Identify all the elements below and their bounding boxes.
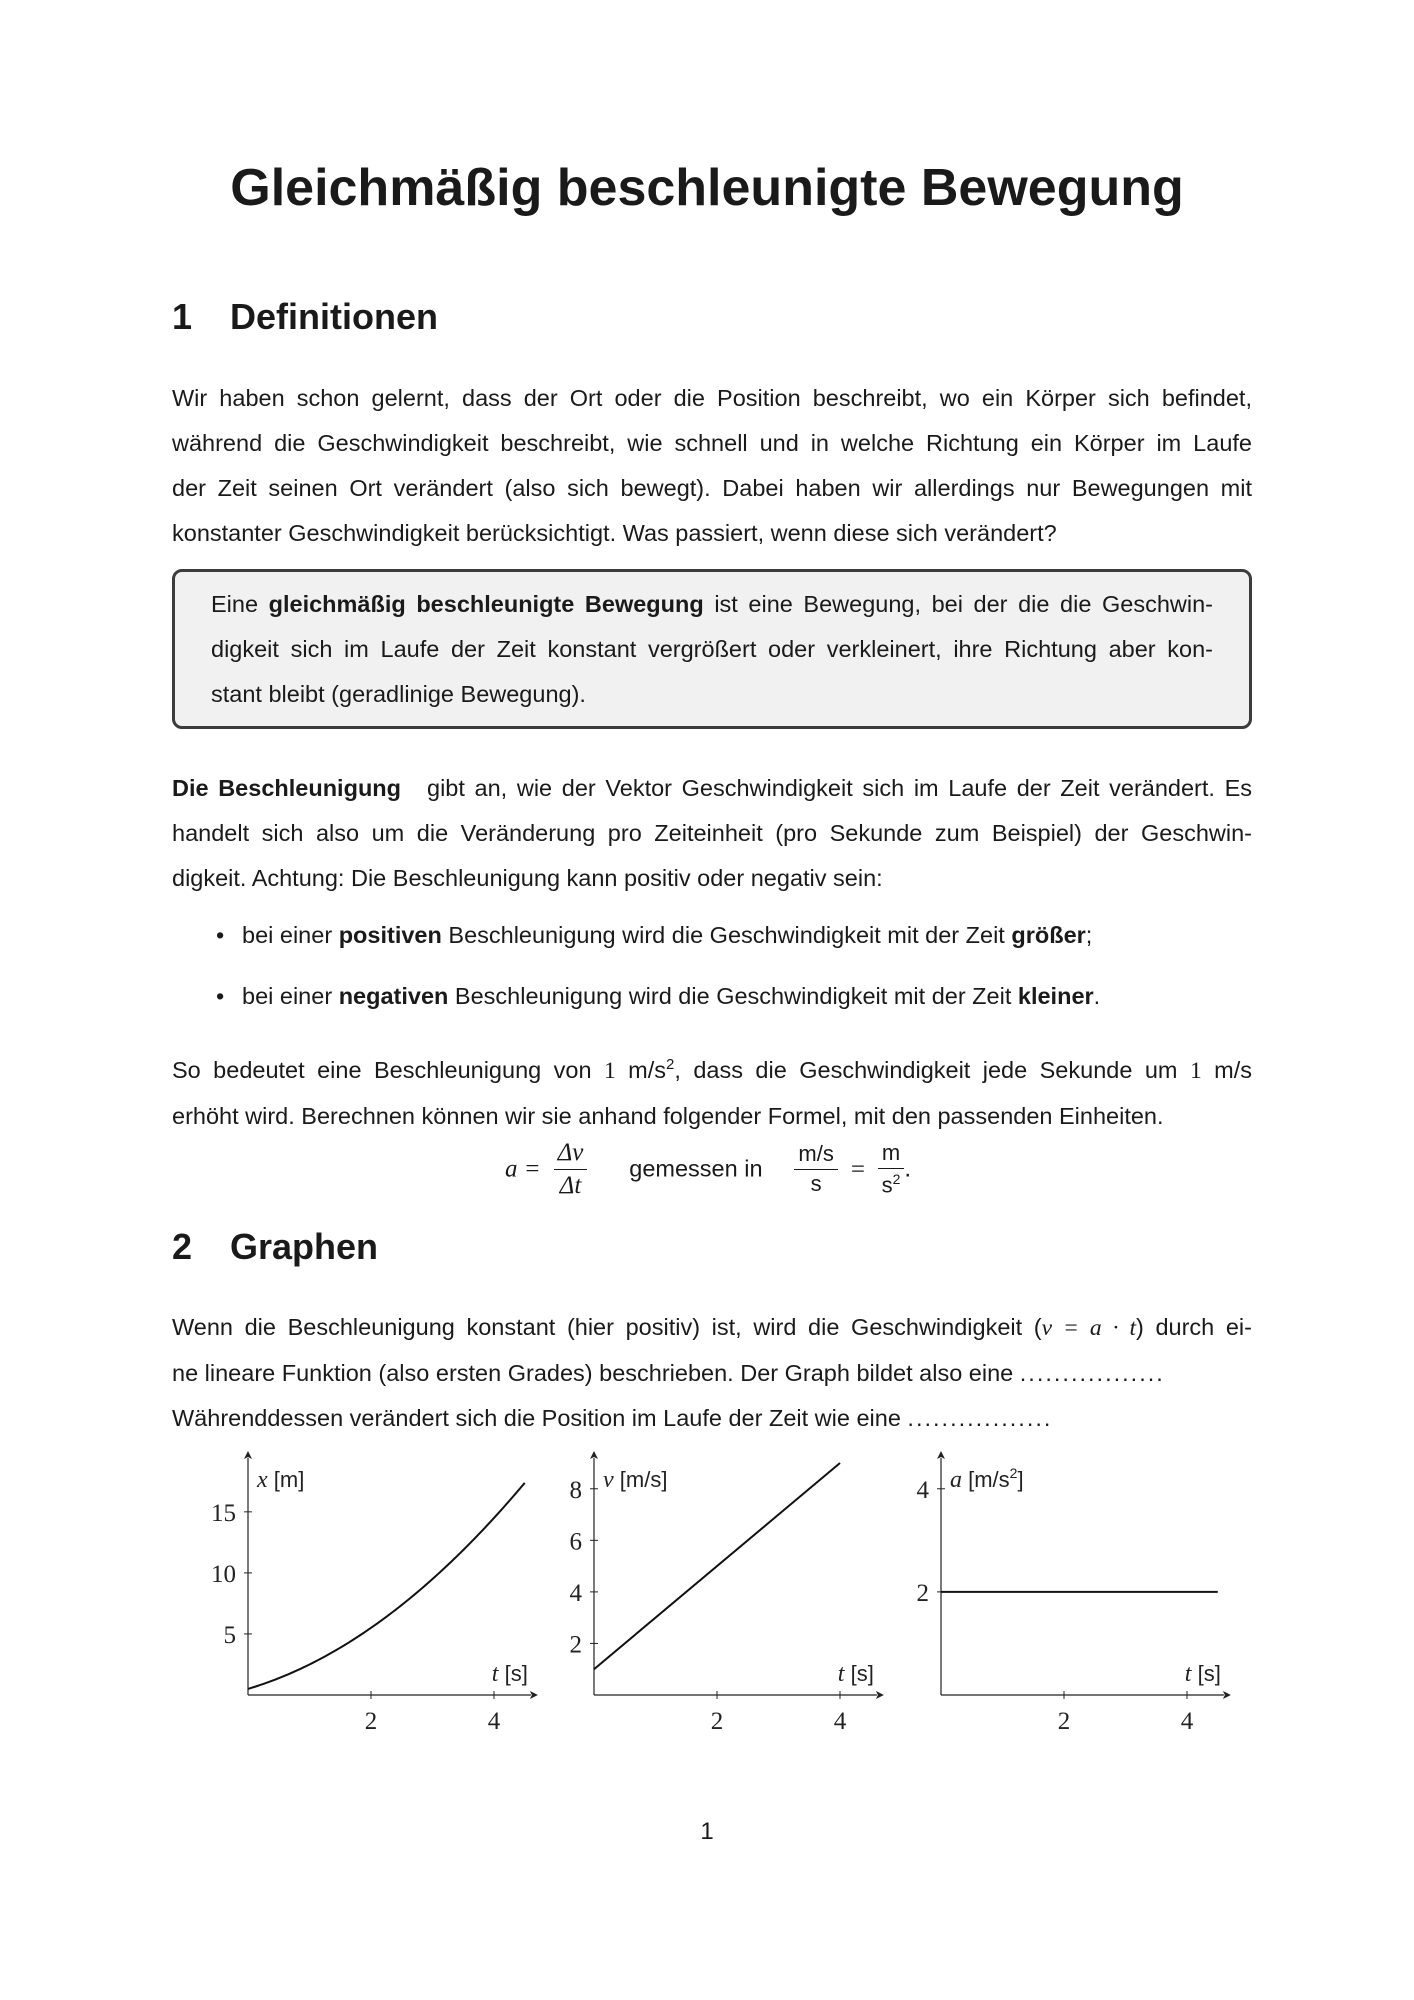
section-number: 2 [172, 1226, 193, 1267]
x-tick-label: 2 [1057, 1708, 1071, 1735]
definition-term: gleichmäßig beschleunigte Bewegung [268, 591, 704, 617]
y-tick-label: 6 [569, 1528, 582, 1556]
definition-line: digkeit sich im Laufe der Zeit konstant vergrößert oder verkleinert, ihre Richtung aber kon- [211, 636, 1213, 662]
chart-panel [917, 1451, 1231, 1735]
intro-line: konstanter Geschwindigkeit berücksichtigt. Was passiert, wenn diese sich verändert? [172, 520, 1057, 546]
y-axis-arrow [590, 1451, 598, 1459]
graphs-figure [0, 1440, 1414, 1760]
y-tick-label: 4 [569, 1579, 582, 1607]
fill-in-blank: ................. [907, 1405, 1053, 1431]
y-tick-label: 10 [211, 1560, 236, 1588]
x-tick-label: 2 [364, 1708, 378, 1735]
bullet-icon: • [216, 922, 225, 948]
example-line: So bedeutet eine Beschleunigung von 1 $m/s^2$, dass die Geschwindigkeit jede Sekunde um 1 m/s [172, 1056, 1252, 1084]
example-line: erhöht wird. Berechnen können wir sie anhand folgender Formel, mit den passenden Einheiten. [172, 1102, 1164, 1129]
x-tick-label: 4 [487, 1708, 501, 1735]
intro-line: Wir haben schon gelernt, dass der Ort oder die Position beschreibt, wo ein Körper sich befindet, [172, 385, 1252, 411]
page-number: 1 [700, 1818, 714, 1845]
x-axis-label: t [s] [837, 1661, 874, 1687]
definition-line: stant bleibt (geradlinige Bewegung). [211, 681, 586, 707]
acceleration-line: handelt sich also um die Veränderung pro Zeiteinheit (pro Sekunde zum Beispiel) der Geschwin- [172, 820, 1252, 846]
x-tick-label: 2 [710, 1708, 724, 1735]
y-axis-label: v [m/s] [603, 1467, 668, 1493]
acceleration-formula: a = $\frac{\Delta v}{\Delta t}$ gemessen in $\frac{m/s}{s}$ = $\frac{m}{s^2}$ . [505, 1139, 912, 1199]
x-axis-arrow [876, 1691, 884, 1699]
section-2-heading [172, 1226, 378, 1268]
definition-box [172, 569, 1252, 729]
graphs-line: Wenn die Beschleunigung konstant (hier positiv) ist, wird die Geschwindigkeit (v = a · t) durch ei- [172, 1314, 1252, 1341]
y-axis-label: a $[m/s^2]$ [950, 1465, 1024, 1493]
acceleration-label: Die Beschleunigung [172, 775, 402, 801]
page-title: Gleichmäßig beschleunigte Bewegung [230, 159, 1184, 217]
y-tick-label: 8 [569, 1476, 582, 1504]
y-axis-label: x [m] [257, 1467, 305, 1493]
section-title: Graphen [230, 1226, 379, 1267]
y-tick-label: 5 [223, 1621, 236, 1649]
y-axis-arrow [937, 1451, 945, 1459]
x-axis-label: t [s] [1184, 1661, 1221, 1687]
acceleration-paragraph [172, 766, 1252, 901]
acceleration-line: Die Beschleunigung gibt an, wie der Vektor Geschwindigkeit sich im Laufe der Zeit verändert. Es [172, 775, 1253, 801]
graphs-line: Währenddessen verändert sich die Position im Laufe der Zeit wie eine ................. [172, 1405, 1053, 1431]
section-title: Definitionen [230, 296, 438, 337]
x-tick-label: 4 [833, 1708, 847, 1735]
intro-line: während die Geschwindigkeit beschreibt, wie schnell und in welche Richtung ein Körper im Laufe [172, 430, 1252, 456]
bullet-icon: • [216, 983, 225, 1009]
x-axis-label: t [s] [491, 1661, 528, 1687]
y-tick-label: 15 [211, 1499, 236, 1527]
x-axis-arrow [1223, 1691, 1231, 1699]
section-1-heading [172, 296, 438, 338]
acceleration-line: digkeit. Achtung: Die Beschleunigung kann positiv oder negativ sein: [172, 865, 883, 891]
intro-line: der Zeit seinen Ort verändert (also sich bewegt). Dabei haben wir allerdings nur Bewegungen mit [172, 475, 1252, 501]
series-line [594, 1463, 840, 1669]
graphs-paragraph [172, 1305, 1252, 1441]
x-tick-label: 4 [1180, 1708, 1194, 1735]
intro-paragraph [172, 376, 1252, 556]
chart-panel [570, 1451, 884, 1735]
fill-in-blank: ................. [1019, 1360, 1165, 1386]
series-line [248, 1483, 525, 1689]
x-axis-arrow [530, 1691, 538, 1699]
definition-line: Eine gleichmäßig beschleunigte Bewegung ist eine Bewegung, bei der die die Geschwin- [211, 591, 1213, 617]
section-number: 1 [172, 296, 193, 337]
example-paragraph [172, 1042, 1252, 1139]
chart-panel [211, 1451, 538, 1735]
y-tick-label: 2 [916, 1579, 929, 1607]
y-axis-arrow [244, 1451, 252, 1459]
graphs-line: ne lineare Funktion (also ersten Grades) beschrieben. Der Graph bildet also eine ................. [172, 1360, 1165, 1386]
y-tick-label: 2 [569, 1631, 582, 1659]
y-tick-label: 4 [916, 1476, 929, 1504]
